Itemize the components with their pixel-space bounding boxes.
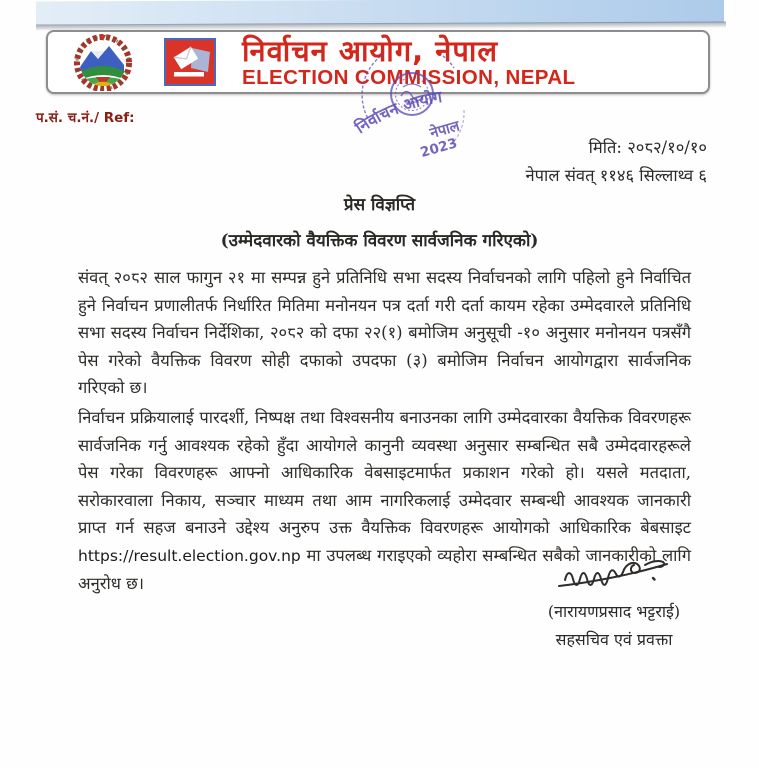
stamp-arc-text: निर्वाचन आयोग [351,86,444,138]
handwritten-signature [549,556,679,596]
date-line: मिति: २०८२/१०/१० [588,138,707,157]
body-paragraph-1: संवत् २०८२ साल फागुन २१ मा सम्पन्न हुने प्रतिनिधि सभा सदस्य निर्वाचनको लागि पहिलो हुने निर्वाचित हुने निर्वाचन प्रणालीतर्फ निर्धारित मितिमा मनोनयन पत्र दर्ता गरी दर्ता कायम रहेका उम्मेदवारले प्रतिनिधि सभा सदस्य निर्वाचन निर्देशिका, २०८२ को दफा २२(१) बमोजिम अनुसूची -१० अनुसार मनोनयन पत्रसँगै पेस गरेको वैयक्तिक विवरण सोही दफाको उपदफा (३) बमोजिम निर्वाचन आयोगद्वारा सार्वजनिक गरिएको छ। [78,268,691,397]
official-round-stamp [346,54,521,164]
reference-number-label: प.सं. च.नं./ Ref: [36,110,135,126]
ballot-box-logo-icon [164,38,216,86]
stamp-year-text: 2023 [418,135,460,162]
paragraph-2-text-before-url: निर्वाचन प्रक्रियालाई पारदर्शी, निष्पक्ष तथा विश्वसनीय बनाउनका लागि उम्मेदवारका वैयक्तिक विवरणहरू सार्वजनिक गर्नु आवश्यक रहेको हुँदा आयोगले कानुनी व्यवस्था अनुसार सम्बन्धित सबै उम्मेदवारहरूले पेस गरेका विवरणहरू आफ्नो आधिकारिक वेबसाइटमार्फत प्रकाशन गरेको हो। यसले मतदाता, सरोकारवाला निकाय, सञ्चार माध्यम तथा आम नागरिकलाई उम्मेदवार सम्बन्धी आवश्यक जानकारी प्राप्त गर्न सहज बनाउने उद्देश्य अनुरुप उक्त वैयक्तिक विवरणहरू आयोगको आधिकारिक बेबसाइट [78,408,691,537]
nepal-sambat-line: नेपाल संवत् ११४६ सिल्लाथ्व ६ [525,166,707,185]
signatory-name: (नारायणप्रसाद भट्टराई) [547,602,681,621]
signatory-designation: सहसचिव एवं प्रवक्ता [555,630,673,649]
date-block [526,134,707,190]
stamp-country-text: नेपाल [428,118,462,142]
signature-block [528,556,700,650]
press-release-subtitle: (उम्मेदवारको वैयक्तिक विवरण सार्वजनिक गरिएको) [220,231,539,251]
org-name-english: ELECTION COMMISSION, NEPAL [242,65,576,89]
org-name-nepali: निर्वाचन आयोग, नेपाल [242,33,498,68]
press-release-title: प्रेस विज्ञप्ति [343,195,416,215]
nepal-coat-of-arms-icon [72,33,134,91]
results-website-url: https://result.election.gov.np [78,546,301,565]
paragraph-2-text-after-url: मा उपलब्ध गराइएको व्यहोरा सम्बन्धित सबैको जानकारीको लागि अनुरोध छ। [78,545,691,593]
